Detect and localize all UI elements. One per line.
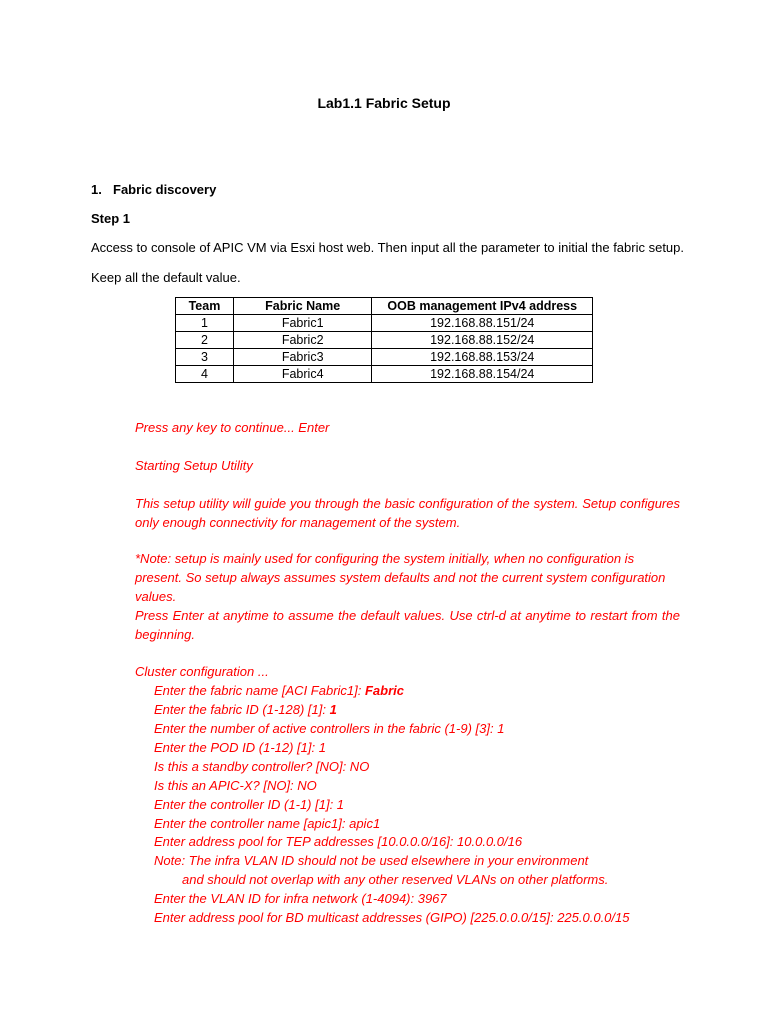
config-line-controller-id: Enter the controller ID (1-1) [1]: 1: [154, 797, 345, 812]
config-line-standby: Is this a standby controller? [NO]: NO: [154, 759, 370, 774]
config-line-fabric-id: [154, 700, 714, 719]
table-row: [176, 315, 593, 332]
table-cell: 192.168.88.152/24: [372, 332, 593, 349]
step-heading: Step 1: [91, 211, 131, 226]
config-line-gipo: Enter address pool for BD multicast addresses (GIPO) [225.0.0.0/15]: 225.0.0.0/15: [154, 910, 630, 925]
table-cell: 192.168.88.153/24: [372, 349, 593, 366]
config-line-vlan-note: Note: The infra VLAN ID should not be used elsewhere in your environment: [154, 853, 589, 868]
config-line-tep-pool: Enter address pool for TEP addresses [10.0.0.0/16]: 10.0.0.0/16: [154, 834, 523, 849]
console-press-enter: Press Enter at anytime to assume the default values. Use ctrl-d at anytime to restart from the beginning.: [135, 608, 680, 642]
config-line-controller-name: Enter the controller name [apic1]: apic1: [154, 816, 381, 831]
table-cell: Fabric1: [233, 315, 372, 332]
config-prompt: Enter the fabric name [ACI Fabric1]:: [154, 683, 365, 698]
config-line-apic-x: Is this an APIC-X? [NO]: NO: [154, 778, 317, 793]
table-cell: 1: [176, 315, 234, 332]
console-starting: Starting Setup Utility: [135, 458, 253, 473]
table-row: [176, 349, 593, 366]
table-header-cell: Fabric Name: [233, 298, 372, 315]
section-title: Fabric discovery: [113, 182, 217, 197]
table-row: [176, 332, 593, 349]
console-press-key: Press any key to continue... Enter: [135, 420, 330, 435]
console-utility-description: This setup utility will guide you through the basic configuration of the system. Setup configures only enough connectivity for management of the system.: [135, 496, 680, 530]
table-cell: 192.168.88.151/24: [372, 315, 593, 332]
config-line-vlan-id: Enter the VLAN ID for infra network (1-4094): 3967: [154, 891, 447, 906]
table-header-row: [176, 298, 593, 315]
config-line-controllers: Enter the number of active controllers in the fabric (1-9) [3]: 1: [154, 721, 505, 736]
default-value-note: Keep all the default value.: [91, 270, 241, 285]
console-cluster-heading: Cluster configuration ...: [135, 664, 269, 679]
config-line-pod-id: Enter the POD ID (1-12) [1]: 1: [154, 740, 326, 755]
team-fabric-table: [175, 297, 593, 383]
console-note: *Note: setup is mainly used for configuring the system initially, when no configuration is present. So setup always assumes system defaults and not the current system configuration values.: [135, 551, 666, 604]
table-cell: 3: [176, 349, 234, 366]
table-cell: 192.168.88.154/24: [372, 366, 593, 383]
section-heading: [91, 182, 216, 197]
section-number: 1.: [91, 182, 102, 197]
table-header-cell: Team: [176, 298, 234, 315]
config-line-fabric-name: [154, 681, 714, 700]
table-header-cell: OOB management IPv4 address: [372, 298, 593, 315]
table-cell: 4: [176, 366, 234, 383]
table-cell: Fabric2: [233, 332, 372, 349]
table-row: [176, 366, 593, 383]
config-value: 1: [329, 702, 337, 717]
page-title: Lab1.1 Fabric Setup: [317, 95, 451, 111]
config-value: Fabric: [364, 683, 404, 698]
table-cell: Fabric4: [233, 366, 372, 383]
intro-paragraph: Access to console of APIC VM via Esxi host web. Then input all the parameter to initial the fabric setup.: [91, 240, 685, 255]
config-line-vlan-note-cont: and should not overlap with any other reserved VLANs on other platforms.: [182, 872, 609, 887]
config-prompt: Enter the fabric ID (1-128) [1]:: [154, 702, 330, 717]
table-cell: 2: [176, 332, 234, 349]
table-cell: Fabric3: [233, 349, 372, 366]
